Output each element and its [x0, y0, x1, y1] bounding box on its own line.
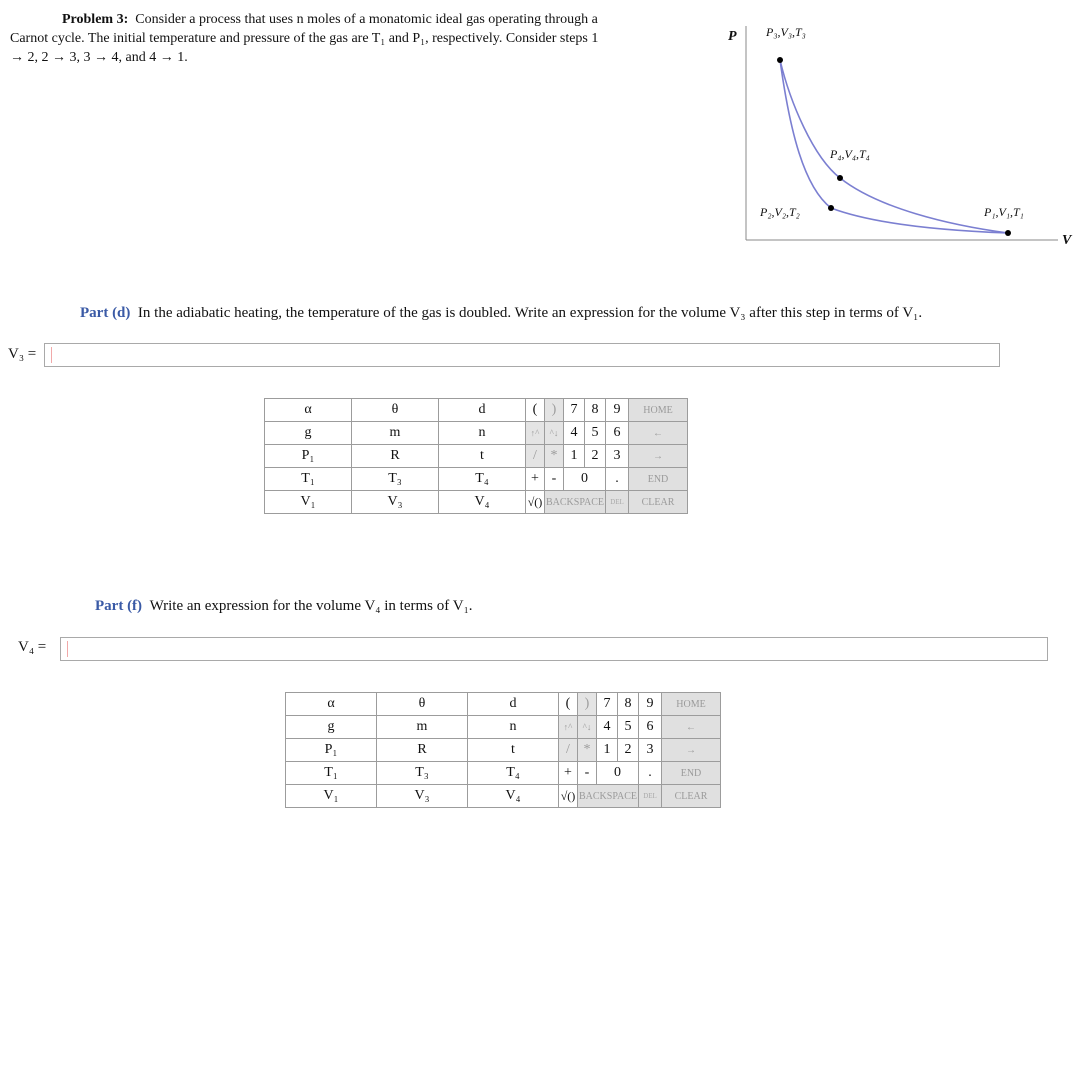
key-sqrt[interactable]: √() — [559, 785, 578, 808]
key-del[interactable]: DEL — [606, 491, 629, 514]
key-7[interactable]: 7 — [597, 693, 618, 716]
part-f-answer-label: V₄ = — [18, 639, 47, 655]
key-n[interactable]: n — [468, 716, 559, 739]
key-9[interactable]: 9 — [639, 693, 662, 716]
key-clear[interactable]: CLEAR — [662, 785, 721, 808]
key-right-arrow[interactable]: → — [629, 445, 688, 468]
key-up-caret[interactable]: ↑^ — [559, 716, 578, 739]
pv-y-axis-label: P — [728, 29, 737, 44]
key-5[interactable]: 5 — [618, 716, 639, 739]
key-r[interactable]: R — [352, 445, 439, 468]
key-t3[interactable]: T₃ — [377, 762, 468, 785]
part-d-prompt — [80, 305, 922, 322]
key-p1[interactable]: P₁ — [265, 445, 352, 468]
key-0[interactable]: 0 — [564, 468, 606, 491]
key-backspace[interactable]: BACKSPACE — [578, 785, 639, 808]
pv-point-2 — [828, 205, 834, 211]
keypad-part-f — [285, 692, 721, 808]
text-caret — [67, 641, 68, 657]
part-f-prompt — [95, 598, 473, 615]
problem-title: Problem 3: — [62, 12, 129, 27]
problem-statement — [10, 10, 710, 67]
key-t4[interactable]: T₄ — [439, 468, 526, 491]
key-d[interactable]: d — [439, 399, 526, 422]
key-v1[interactable]: V₁ — [286, 785, 377, 808]
key-theta[interactable]: θ — [377, 693, 468, 716]
key-multiply[interactable]: * — [578, 739, 597, 762]
key-close-paren[interactable]: ) — [545, 399, 564, 422]
pv-point-4 — [837, 175, 843, 181]
key-end[interactable]: END — [662, 762, 721, 785]
pv-diagram — [718, 12, 1080, 252]
key-t1[interactable]: T₁ — [265, 468, 352, 491]
key-6[interactable]: 6 — [606, 422, 629, 445]
key-dot[interactable]: . — [639, 762, 662, 785]
key-t1[interactable]: T₁ — [286, 762, 377, 785]
pv-label-point-3: P₃,V₃,T₃ — [766, 25, 806, 39]
pv-label-point-4: P₄,V₄,T₄ — [830, 147, 870, 161]
key-plus[interactable]: + — [559, 762, 578, 785]
key-alpha[interactable]: α — [265, 399, 352, 422]
key-backspace[interactable]: BACKSPACE — [545, 491, 606, 514]
key-t3[interactable]: T₃ — [352, 468, 439, 491]
key-m[interactable]: m — [352, 422, 439, 445]
key-g[interactable]: g — [286, 716, 377, 739]
pv-x-axis-label: V — [1062, 233, 1072, 248]
key-alpha[interactable]: α — [286, 693, 377, 716]
key-right-arrow[interactable]: → — [662, 739, 721, 762]
key-r[interactable]: R — [377, 739, 468, 762]
key-t4[interactable]: T₄ — [468, 762, 559, 785]
pv-label-point-1: P₁,V₁,T₁ — [984, 205, 1024, 219]
part-d-answer-label: V₃ = — [8, 346, 37, 362]
key-left-arrow[interactable]: ← — [629, 422, 688, 445]
key-dot[interactable]: . — [606, 468, 629, 491]
problem-line-1: Consider a process that uses n moles of a monatomic ideal gas operating through a — [135, 12, 598, 27]
key-3[interactable]: 3 — [639, 739, 662, 762]
key-minus[interactable]: - — [545, 468, 564, 491]
key-clear[interactable]: CLEAR — [629, 491, 688, 514]
key-6[interactable]: 6 — [639, 716, 662, 739]
key-v3[interactable]: V₃ — [352, 491, 439, 514]
key-n[interactable]: n — [439, 422, 526, 445]
key-d[interactable]: d — [468, 693, 559, 716]
key-del[interactable]: DEL — [639, 785, 662, 808]
key-8[interactable]: 8 — [618, 693, 639, 716]
key-2[interactable]: 2 — [585, 445, 606, 468]
key-7[interactable]: 7 — [564, 399, 585, 422]
key-5[interactable]: 5 — [585, 422, 606, 445]
key-0[interactable]: 0 — [597, 762, 639, 785]
key-v4[interactable]: V₄ — [468, 785, 559, 808]
pv-point-1 — [1005, 230, 1011, 236]
key-multiply[interactable]: * — [545, 445, 564, 468]
pv-point-3 — [777, 57, 783, 63]
key-2[interactable]: 2 — [618, 739, 639, 762]
key-v4[interactable]: V₄ — [439, 491, 526, 514]
key-down-caret[interactable]: ^↓ — [578, 716, 597, 739]
part-f-text: Write an expression for the volume V₄ in terms of V₁. — [149, 598, 473, 614]
key-m[interactable]: m — [377, 716, 468, 739]
key-up-caret[interactable]: ↑^ — [526, 422, 545, 445]
part-f-answer-input[interactable] — [60, 637, 1048, 661]
key-down-caret[interactable]: ^↓ — [545, 422, 564, 445]
key-p1[interactable]: P₁ — [286, 739, 377, 762]
key-minus[interactable]: - — [578, 762, 597, 785]
key-8[interactable]: 8 — [585, 399, 606, 422]
key-left-arrow[interactable]: ← — [662, 716, 721, 739]
key-1[interactable]: 1 — [564, 445, 585, 468]
part-d-answer-input[interactable] — [44, 343, 1000, 367]
pv-label-point-2: P₂,V₂,T₂ — [760, 205, 800, 219]
part-f-tag: Part (f) — [95, 598, 143, 614]
problem-line-3: → 2, 2 → 3, 3 → 4, and 4 → 1. — [10, 50, 188, 65]
key-plus[interactable]: + — [526, 468, 545, 491]
part-d-tag: Part (d) — [80, 305, 131, 321]
pv-curve-upper — [780, 60, 1008, 233]
key-end[interactable]: END — [629, 468, 688, 491]
key-v1[interactable]: V₁ — [265, 491, 352, 514]
key-1[interactable]: 1 — [597, 739, 618, 762]
text-caret — [51, 347, 52, 363]
key-3[interactable]: 3 — [606, 445, 629, 468]
key-t[interactable]: t — [468, 739, 559, 762]
key-theta[interactable]: θ — [352, 399, 439, 422]
key-open-paren[interactable]: ( — [559, 693, 578, 716]
key-home[interactable]: HOME — [629, 399, 688, 422]
part-d-text: In the adiabatic heating, the temperature of the gas is doubled. Write an expression for the volume V₃ after this step in terms of V₁. — [137, 305, 923, 321]
key-close-paren[interactable]: ) — [578, 693, 597, 716]
key-4[interactable]: 4 — [597, 716, 618, 739]
key-9[interactable]: 9 — [606, 399, 629, 422]
key-4[interactable]: 4 — [564, 422, 585, 445]
key-g[interactable]: g — [265, 422, 352, 445]
problem-line-2: Carnot cycle. The initial temperature and pressure of the gas are T₁ and P₁, respectively. Consider steps 1 — [10, 31, 599, 46]
key-divide[interactable]: / — [526, 445, 545, 468]
key-divide[interactable]: / — [559, 739, 578, 762]
key-open-paren[interactable]: ( — [526, 399, 545, 422]
key-home[interactable]: HOME — [662, 693, 721, 716]
key-t[interactable]: t — [439, 445, 526, 468]
key-sqrt[interactable]: √() — [526, 491, 545, 514]
key-v3[interactable]: V₃ — [377, 785, 468, 808]
keypad-part-d — [264, 398, 688, 514]
